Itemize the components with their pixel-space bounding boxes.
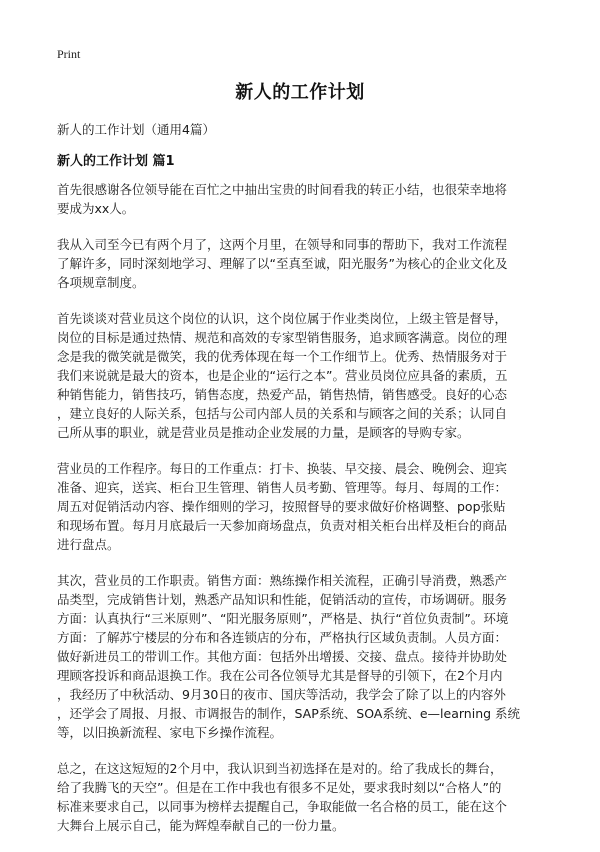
paragraph-line: 理顾客投诉和商品退换工作。我在公司各位领导尤其是督导的引领下，在2个月内 — [57, 668, 503, 683]
paragraph-line: 总之，在这这短短的2个月中，我认识到当初选择在是对的。给了我成长的舞台， — [57, 761, 503, 776]
paragraph-line: 岗位的目标是通过热情、规范和高效的专家型销售服务，追求顾客满意。岗位的理 — [57, 330, 508, 345]
paragraph-line: 大舞台上展示自己，能为辉煌奉献自己的一份力量。 — [57, 818, 345, 833]
paragraph-line: 了解许多，同时深刻地学习、理解了以“至真至诚，阳光服务”为核心的企业文化及 — [57, 256, 508, 271]
paragraph-line: ，还学会了周报、月报、市调报告的制作，SAP系统、SOA系统、e—learning 系统 — [57, 706, 521, 721]
document-subtitle: 新人的工作计划（通用4篇） — [57, 122, 215, 137]
paragraph-6 — [57, 759, 557, 835]
document-title: 新人的工作计划 — [235, 82, 365, 103]
paragraph-line: 准备、迎宾，送宾、柜台卫生管理、销售人员考勤、管理等。每月、每周的工作： — [57, 480, 508, 495]
paragraph-line: 周五对促销活动内容、操作细则的学习，按照督导的要求做好价格调整、pop张贴 — [57, 499, 506, 514]
paragraph-3 — [57, 309, 557, 442]
paragraph-line: 我们来说就是最大的资本，也是企业的“运行之本”。营业员岗位应具备的素质，五 — [57, 368, 508, 383]
paragraph-line: 做好新进员工的带训工作。其他方面：包括外出增援、交接、盘点。接待并协助处 — [57, 649, 508, 664]
section-heading: 新人的工作计划 篇1 — [57, 154, 175, 169]
paragraph-line: 方面：认真执行“三米原则”、“阳光服务原则”，严格是、执行“首位负责制”。环境 — [57, 611, 509, 626]
paragraph-line: 方面：了解苏宁楼层的分布和各连锁店的分布，严格执行区域负责制。人员方面： — [57, 630, 508, 645]
paragraph-line: 我从入司至今已有两个月了，这两个月里，在领导和同事的帮助下，我对工作流程 — [57, 237, 508, 252]
paragraph-line: 其次，营业员的工作职责。销售方面：熟练操作相关流程，正确引导消费，熟悉产 — [57, 573, 508, 588]
paragraph-line: 和现场布置。每月月底最后一天参加商场盘点，负责对相关柜台出样及柜台的商品 — [57, 518, 508, 533]
paragraph-line: 首先谈谈对营业员这个岗位的认识，这个岗位属于作业类岗位，上级主管是督导， — [57, 311, 508, 326]
paragraph-line: 种销售能力，销售技巧，销售态度，热爱产品，销售热情，销售感受。良好的心态 — [57, 387, 508, 402]
paragraph-line: 给了我腾飞的天空”。但是在工作中我也有很多不足处，要求我时刻以“合格人”的 — [57, 780, 502, 795]
paragraph-line: 营业员的工作程序。每日的工作重点：打卡、换装、早交接、晨会、晚例会、迎宾 — [57, 461, 508, 476]
paragraph-line: 标准来要求自己，以同事为榜样去提醒自己，争取能做一名合格的员工，能在这个 — [57, 799, 508, 814]
paragraph-line: 首先很感谢各位领导能在百忙之中抽出宝贵的时间看我的转正小结，也很荣幸地将 — [57, 182, 508, 197]
paragraph-1 — [57, 180, 557, 218]
paragraph-line: 品类型，完成销售计划，熟悉产品知识和性能，促销活动的宣传，市场调研。服务 — [57, 592, 508, 607]
print-label: Print — [57, 47, 81, 61]
paragraph-5 — [57, 571, 557, 742]
paragraph-4 — [57, 459, 557, 554]
paragraph-line: 要成为xx人。 — [57, 201, 135, 216]
paragraph-line: 己所从事的职业，就是营业员是推动企业发展的力量，是顾客的导购专家。 — [57, 425, 470, 440]
paragraph-line: 等，以旧换新流程、家电下乡操作流程。 — [57, 725, 283, 740]
paragraph-line: ，我经历了中秋活动、9月30日的夜市、国庆等活动，我学会了除了以上的内容外 — [57, 687, 506, 702]
paragraph-line: 进行盘点。 — [57, 537, 120, 552]
paragraph-2 — [57, 235, 557, 292]
paragraph-line: ，建立良好的人际关系，包括与公司内部人员的关系和与顾客之间的关系；认同自 — [57, 406, 508, 421]
paragraph-line: 各项规章制度。 — [57, 275, 145, 290]
document-body — [57, 180, 557, 852]
paragraph-line: 念是我的微笑就是微笑，我的优秀体现在每一个工作细节上。优秀、热情服务对于 — [57, 349, 508, 364]
